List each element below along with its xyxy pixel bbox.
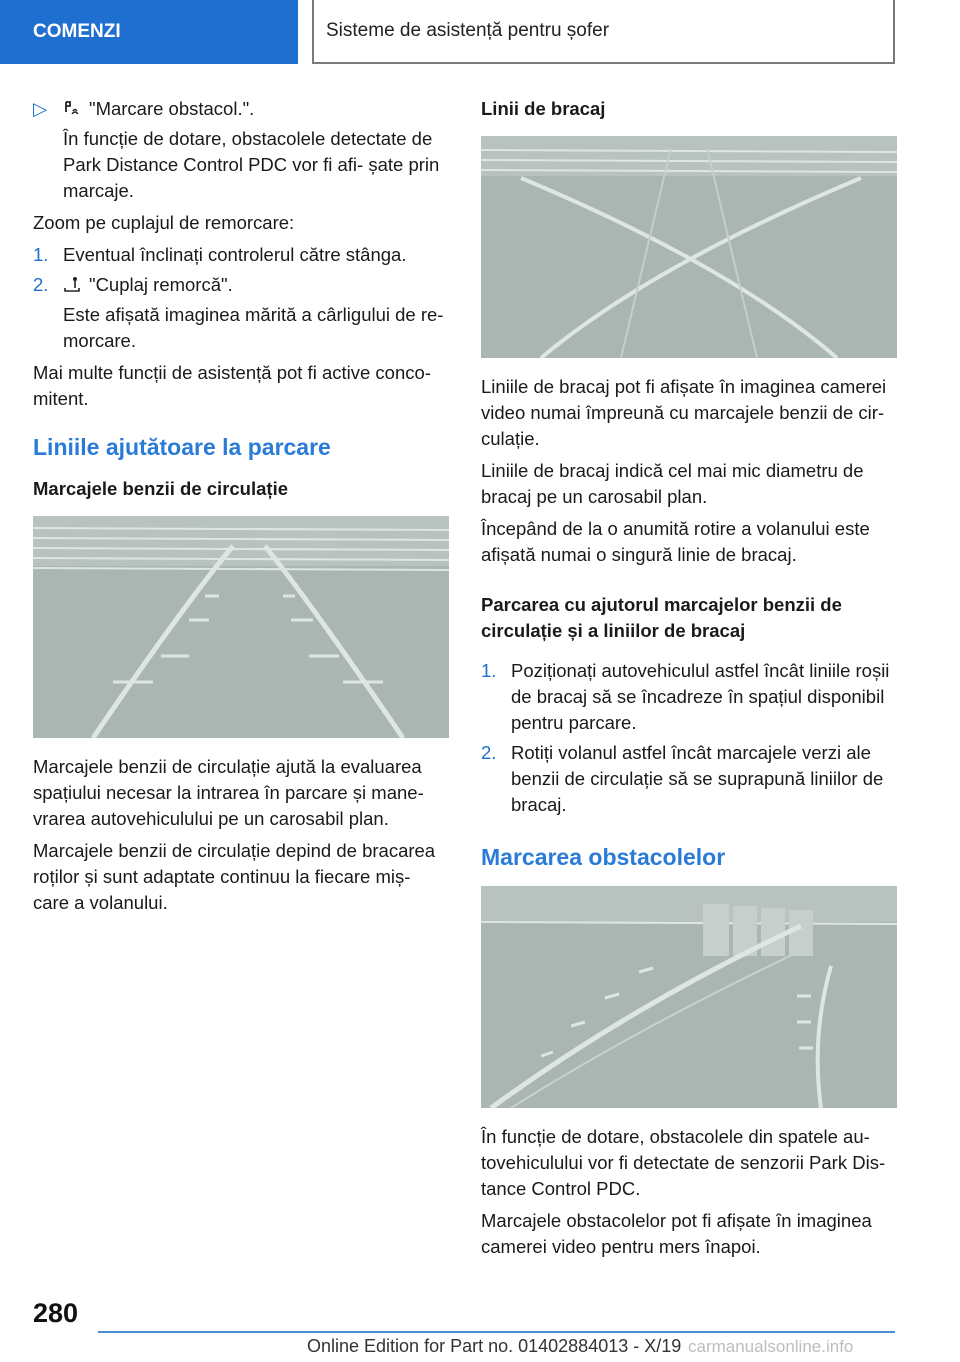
obstacle-para2: Marcajele obstacolelor pot fi afișate în imaginea camerei video pentru mers înapoi. — [481, 1210, 872, 1257]
chapter-title: Sisteme de asistență pentru șofer — [312, 0, 895, 64]
triangle-bullet: ▷ — [33, 98, 48, 119]
watermark: carmanualsonline.info — [688, 1337, 854, 1356]
step-text: Poziționați autovehiculul astfel încât liniile roșii de bracaj să se încadreze în spațiul disponibil pentru parcare. — [511, 660, 890, 733]
obstacle-marking-desc: În funcție de dotare, obstacolele detectate de Park Distance Control PDC vor fi afi‐ șate prin marcaje. — [63, 128, 440, 201]
parking-procedure-heading: Parcarea cu ajutorul marcajelor benzii de circulație și a liniilor de bracaj — [481, 594, 842, 641]
footer-divider — [98, 1331, 895, 1333]
step-number: 1. — [33, 244, 49, 265]
steering-lines-image — [481, 136, 897, 358]
zoom-intro: Zoom pe cuplajul de remorcare: — [33, 212, 295, 233]
obstacle-marking-label: "Marcare obstacol.". — [89, 98, 255, 119]
step-item — [481, 658, 897, 736]
steering-lines-para1: Liniile de bracaj pot fi afișate în imaginea camerei video numai împreună cu marcajele benzii de cir‐ culație. — [481, 376, 887, 449]
obstacle-para1: În funcție de dotare, obstacolele din spatele au‐ tovehiculului vor fi detectate de senzorii Park Dis‐ tance Control PDC. — [481, 1126, 886, 1199]
lane-markings-para1: Marcajele benzii de circulație ajută la evaluarea spațiului necesar la intrarea în parcare și mane‐ vrarea autovehiculului pe un carosabil plan. — [33, 756, 424, 829]
trailer-hitch-icon — [63, 276, 81, 294]
lane-markings-illustration — [33, 516, 449, 738]
step-item — [33, 242, 449, 268]
section-heading: Liniile ajutătoare la parcare — [33, 434, 331, 460]
step-item — [481, 740, 897, 818]
obstacle-marking-image — [481, 886, 897, 1108]
steering-lines-para2: Liniile de bracaj indică cel mai mic diametru de bracaj pe un carosabil plan. — [481, 460, 864, 507]
more-functions-note: Mai multe funcții de asistență pot fi active conco‐ mitent. — [33, 362, 431, 409]
edition-note: Online Edition for Part no. 01402884013 - X/19 — [307, 1336, 682, 1356]
section-heading: Marcarea obstacolelor — [481, 844, 726, 870]
step-text: Rotiți volanul astfel încât marcajele verzi ale benzii de circulație să se suprapună liniilor de bracaj. — [511, 742, 884, 815]
step-number: 2. — [33, 274, 49, 295]
step-text: Eventual înclinați controlerul către stânga. — [63, 244, 407, 265]
right-column — [481, 96, 897, 1266]
steering-lines-illustration — [481, 136, 897, 358]
steering-lines-para3: Începând de la o anumită rotire a volanului este afișată numai o singură linie de bracaj. — [481, 518, 870, 565]
step-item — [33, 272, 449, 298]
subsection-heading: Marcajele benzii de circulație — [33, 478, 288, 499]
pdc-sensor-icon — [63, 100, 81, 118]
lane-markings-image — [33, 516, 449, 738]
page-number: 280 — [33, 1298, 79, 1328]
lane-markings-para2: Marcajele benzii de circulație depind de bracarea roților și sunt adaptate continuu la fiecare miș‐ care a volanului. — [33, 840, 436, 913]
step-text: "Cuplaj remorcă". — [89, 274, 233, 295]
step-number: 2. — [481, 742, 497, 763]
step2-desc: Este afișată imaginea mărită a cârligului de re‐ morcare. — [63, 304, 444, 351]
step-number: 1. — [481, 660, 497, 681]
section-tab: COMENZI — [0, 0, 298, 64]
subsection-heading: Linii de bracaj — [481, 98, 606, 119]
obstacle-marking-item — [33, 96, 449, 122]
left-column — [33, 96, 449, 922]
obstacle-marking-illustration — [481, 886, 897, 1108]
